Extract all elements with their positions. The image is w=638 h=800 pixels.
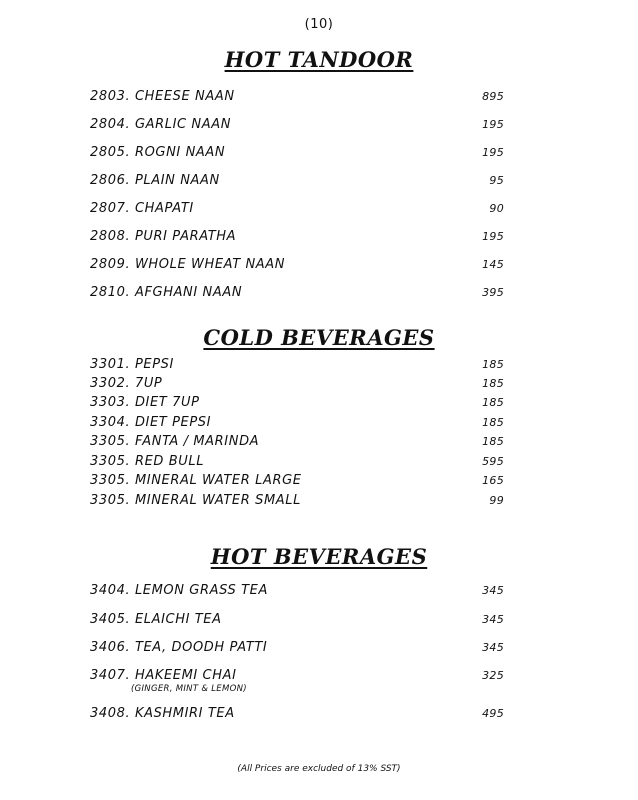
- item-name: 3305. MINERAL WATER SMALL: [90, 493, 301, 508]
- menu-item: [90, 201, 504, 219]
- item-price: 165: [482, 474, 504, 487]
- item-name: 2809. WHOLE WHEAT NAAN: [90, 257, 286, 272]
- section-title-hot-tandoor: HOT TANDOOR: [224, 47, 414, 72]
- item-price: 185: [482, 416, 504, 429]
- item-price: 595: [482, 455, 504, 468]
- item-price: 185: [482, 435, 504, 448]
- item-price: 345: [482, 584, 504, 597]
- menu-item: [90, 257, 504, 275]
- item-price: 185: [482, 377, 504, 390]
- item-note: (GINGER, MINT & LEMON): [131, 684, 247, 694]
- menu-item: [90, 493, 504, 511]
- item-name: 2803. CHEESE NAAN: [90, 89, 235, 104]
- item-name: 3304. DIET PEPSI: [90, 415, 212, 430]
- section-title-hot-beverages: HOT BEVERAGES: [210, 544, 428, 569]
- item-price: 99: [489, 494, 504, 507]
- menu-item: [90, 117, 504, 135]
- item-price: 395: [482, 286, 504, 299]
- item-price: 895: [482, 90, 504, 103]
- item-name: 2807. CHAPATI: [90, 201, 194, 216]
- item-name: 3301. PEPSI: [90, 357, 174, 372]
- tax-footnote: (All Prices are excluded of 13% SST): [237, 764, 401, 774]
- item-price: 495: [482, 707, 504, 720]
- item-name: 3404. LEMON GRASS TEA: [90, 583, 268, 598]
- item-name: 3408. KASHMIRI TEA: [90, 706, 235, 721]
- menu-item: [90, 415, 504, 433]
- item-name: 2806. PLAIN NAAN: [90, 173, 220, 188]
- menu-item: [90, 454, 504, 472]
- menu-item: [90, 473, 504, 491]
- item-name: 3305. RED BULL: [90, 454, 205, 469]
- item-name: 3305. MINERAL WATER LARGE: [90, 473, 302, 488]
- item-name: 3303. DIET 7UP: [90, 395, 200, 410]
- item-price: 185: [482, 396, 504, 409]
- item-price: 325: [482, 669, 504, 682]
- menu-item: [90, 706, 504, 724]
- menu-item: [90, 583, 504, 601]
- menu-item: [90, 89, 504, 107]
- page-number: (10): [304, 17, 334, 32]
- item-name: 2805. ROGNI NAAN: [90, 145, 226, 160]
- item-name: 2808. PURI PARATHA: [90, 229, 237, 244]
- item-name: 3407. HAKEEMI CHAI: [90, 668, 237, 683]
- item-name: 3406. TEA, DOODH PATTI: [90, 640, 268, 655]
- menu-item: [90, 285, 504, 303]
- item-price: 195: [482, 146, 504, 159]
- item-name: 3305. FANTA / MARINDA: [90, 434, 260, 449]
- item-name: 3405. ELAICHI TEA: [90, 612, 222, 627]
- item-price: 145: [482, 258, 504, 271]
- item-price: 195: [482, 230, 504, 243]
- menu-item: [90, 640, 504, 658]
- menu-item: [90, 229, 504, 247]
- item-name: 2810. AFGHANI NAAN: [90, 285, 243, 300]
- menu-item: [90, 145, 504, 163]
- section-title-cold-beverages: COLD BEVERAGES: [203, 325, 435, 350]
- item-price: 95: [489, 174, 504, 187]
- item-price: 345: [482, 613, 504, 626]
- item-name: 3302. 7UP: [90, 376, 163, 391]
- menu-item: [90, 395, 504, 413]
- item-price: 185: [482, 358, 504, 371]
- menu-item: [90, 173, 504, 191]
- item-name: 2804. GARLIC NAAN: [90, 117, 232, 132]
- item-price: 345: [482, 641, 504, 654]
- item-price: 195: [482, 118, 504, 131]
- menu-item: [90, 357, 504, 375]
- menu-item: [90, 434, 504, 452]
- menu-item: [90, 376, 504, 394]
- item-price: 90: [489, 202, 504, 215]
- menu-item: [90, 612, 504, 630]
